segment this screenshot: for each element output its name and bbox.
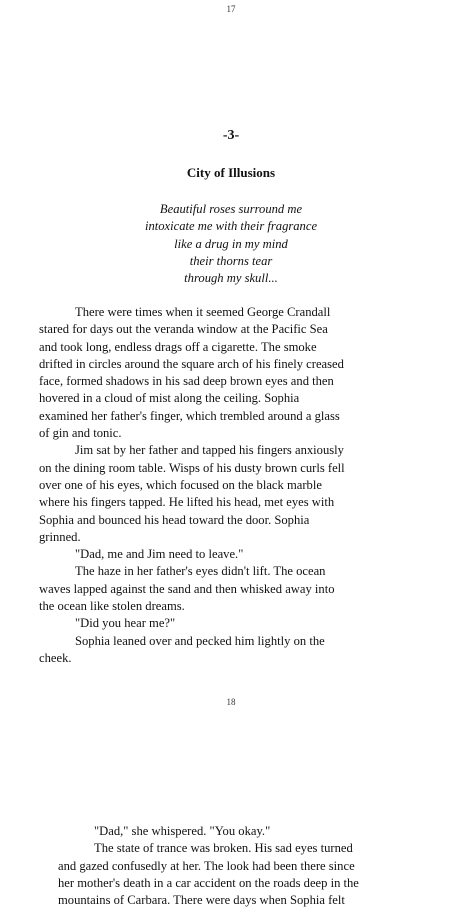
text-line: grinned. [39, 529, 81, 544]
text-line: "Dad," she whispered. "You okay." [94, 824, 271, 838]
text-line: "Did you hear me?" [75, 616, 176, 631]
text-line: where his fingers tapped. He lifted his head, met eyes with [39, 495, 335, 510]
text-line: mountains of Carbara. There were days when Sophia felt [58, 893, 345, 908]
text-line: stared for days out the veranda window at the Pacific Sea [39, 322, 328, 337]
text-line: of gin and tonic. [39, 426, 122, 441]
page-number-top: 17 [226, 4, 236, 14]
chapter-title: City of Illusions [186, 165, 276, 180]
poem-line: through my skull... [184, 271, 278, 286]
text-line: examined her father's finger, which trembled around a glass [39, 408, 340, 423]
poem-line: their thorns tear [189, 253, 273, 268]
text-line: on the dining room table. Wisps of his dusty brown curls fell [39, 460, 345, 475]
text-line: cheek. [39, 650, 72, 665]
text-line: Jim sat by her father and tapped his fingers anxiously [75, 443, 344, 458]
text-line: Sophia leaned over and pecked him lightly on the [75, 633, 325, 648]
text-line: and gazed confusedly at her. The look had been there since [58, 858, 355, 873]
page-17-body [39, 304, 443, 667]
epigraph-poem [0, 201, 462, 287]
poem-line: like a drug in my mind [174, 236, 288, 251]
text-line: face, formed shadows in his sad deep brown eyes and then [39, 374, 334, 389]
text-line: waves lapped against the sand and then whisked away into [39, 581, 335, 596]
text-line: over one of his eyes, which focused on the black marble [39, 477, 322, 492]
text-line: "Dad, me and Jim need to leave." [75, 547, 244, 562]
text-line: The haze in her father's eyes didn't lift. The ocean [75, 564, 326, 579]
chapter-number: -3- [222, 128, 240, 143]
page-number-middle: 18 [226, 697, 236, 707]
poem-line: Beautiful roses surround me [159, 202, 303, 216]
text-line: drifted in circles around the square arch of his finely creased [39, 356, 344, 371]
text-line: and took long, endless drags off a cigarette. The smoke [39, 339, 317, 354]
text-line: The state of trance was broken. His sad eyes turned [94, 841, 353, 856]
text-line: Sophia and bounced his head toward the door. Sophia [39, 512, 310, 527]
text-line: There were times when it seemed George Crandall [75, 305, 331, 319]
text-line: her mother's death in a car accident on the roads deep in the [58, 875, 359, 890]
text-line: hovered in a cloud of mist along the ceiling. Sophia [39, 391, 300, 406]
page-18-body [58, 823, 462, 909]
text-line: the ocean like stolen dreams. [39, 599, 185, 614]
poem-line: intoxicate me with their fragrance [144, 219, 318, 234]
